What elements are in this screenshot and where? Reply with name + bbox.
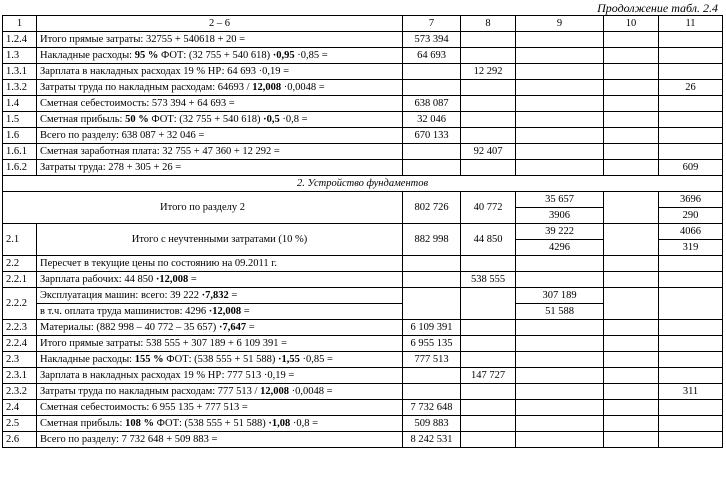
bold-coefficient: ·0,95	[272, 49, 295, 61]
value-cell-c8	[461, 48, 516, 64]
value-cell-c9	[516, 160, 604, 176]
value-cell-c9	[516, 384, 604, 400]
row-description	[37, 64, 403, 80]
table-row	[3, 400, 723, 416]
table-row	[3, 128, 723, 144]
value-cell-c8	[461, 160, 516, 176]
value-cell-c10	[604, 432, 659, 448]
value-cell-c8: 44 850	[461, 224, 516, 256]
value-cell-c7	[403, 288, 461, 320]
value-cell-c7: 882 998	[403, 224, 461, 256]
table-row	[3, 48, 723, 64]
value-cell-c11	[659, 416, 723, 432]
value-cell-c10	[604, 256, 659, 272]
value-cell-c10	[604, 368, 659, 384]
description-text: =	[188, 273, 197, 285]
description-text: ·0,8 =	[290, 417, 319, 429]
row-number: 2.2	[3, 256, 37, 272]
row-number: 1.6.1	[3, 144, 37, 160]
value-cell-c11	[659, 400, 723, 416]
value-cell-c7: 6 109 391	[403, 320, 461, 336]
value-cell-c7: 32 046	[403, 112, 461, 128]
value-cell-c7	[403, 160, 461, 176]
value-cell-c9	[516, 96, 604, 112]
row-number: 1.6.2	[3, 160, 37, 176]
value-cell-c8	[461, 112, 516, 128]
value-cell-c8	[461, 432, 516, 448]
description-text: Сметная себестоимость: 573 394 + 64 693 =	[40, 97, 235, 109]
value-cell-c9	[516, 256, 604, 272]
value-cell-c8	[461, 320, 516, 336]
value-cell-c10	[604, 272, 659, 288]
header-row	[3, 16, 723, 32]
value-cell-c8	[461, 32, 516, 48]
value-cell-c7: 509 883	[403, 416, 461, 432]
value-cell-c11	[659, 128, 723, 144]
column-header: 7	[403, 16, 461, 32]
section-row	[3, 176, 723, 192]
description-text: ·0,0048 =	[288, 385, 333, 397]
value-cell-c8	[461, 80, 516, 96]
value-cell-c8	[461, 288, 516, 320]
value-cell-c8	[461, 352, 516, 368]
description-text: Материалы: (882 998 – 40 772 – 35 657)	[40, 321, 219, 333]
value-cell-c10	[604, 64, 659, 80]
row-description	[37, 400, 403, 416]
bold-coefficient: 50 %	[125, 113, 149, 125]
value-cell-c9	[516, 272, 604, 288]
value-cell-c9	[516, 48, 604, 64]
description-text: Затраты труда по накладным расходам: 64693 /	[40, 81, 253, 93]
value-cell-c7	[403, 144, 461, 160]
value-cell-c10	[604, 160, 659, 176]
value-cell-c8: 538 555	[461, 272, 516, 288]
bold-coefficient: ·12,008	[155, 273, 189, 285]
description-text: ·0,8 =	[279, 113, 308, 125]
row-description	[37, 96, 403, 112]
description-text: ФОТ: (538 555 + 51 588)	[163, 353, 278, 365]
description-text: Зарплата в накладных расходах 19 % НР: 64 693 ·0,19 =	[40, 65, 290, 77]
column-header: 9	[516, 16, 604, 32]
value-cell-c9: 3906	[516, 208, 604, 224]
row-description	[37, 112, 403, 128]
value-cell-c10	[604, 48, 659, 64]
description-text: Накладные расходы:	[40, 49, 135, 61]
value-cell-c8	[461, 400, 516, 416]
value-cell-c10	[604, 416, 659, 432]
description-text: ·0,0048 =	[281, 81, 325, 93]
description-text: Итого прямые затраты: 32755 + 540618 + 20 =	[40, 33, 246, 45]
value-cell-c10	[604, 144, 659, 160]
description-text: Пересчет в текущие цены по состоянию на 09.2011 г.	[40, 257, 277, 269]
table-row	[3, 160, 723, 176]
table-row	[3, 32, 723, 48]
value-cell-c11: 319	[659, 240, 723, 256]
value-cell-c11	[659, 48, 723, 64]
value-cell-c11	[659, 112, 723, 128]
bold-coefficient: ·0,5	[263, 113, 280, 125]
row-description	[37, 160, 403, 176]
table-row	[3, 416, 723, 432]
row-number: 2.1	[3, 224, 37, 256]
value-cell-c7	[403, 272, 461, 288]
value-cell-c9	[516, 416, 604, 432]
value-cell-c11	[659, 256, 723, 272]
value-cell-c11: 311	[659, 384, 723, 400]
bold-coefficient: 95 %	[134, 49, 159, 61]
value-cell-c7	[403, 64, 461, 80]
table-row	[3, 112, 723, 128]
row-number: 2.6	[3, 432, 37, 448]
column-header: 2 – 6	[37, 16, 403, 32]
value-cell-c9	[516, 32, 604, 48]
value-cell-c8: 40 772	[461, 192, 516, 224]
description-text: Сметная прибыль:	[40, 417, 126, 429]
value-cell-c9	[516, 400, 604, 416]
row-number: 1.2.4	[3, 32, 37, 48]
value-cell-c9	[516, 80, 604, 96]
row-description	[37, 384, 403, 400]
value-cell-c10	[604, 288, 659, 320]
value-cell-c10	[604, 400, 659, 416]
row-number: 1.3	[3, 48, 37, 64]
row-number: 2.2.4	[3, 336, 37, 352]
table-row	[3, 432, 723, 448]
value-cell-c9: 51 588	[516, 304, 604, 320]
bold-coefficient: ·1,55	[277, 353, 300, 365]
description-text: в т.ч. оплата труда машинистов: 4296	[40, 305, 209, 317]
table-row	[3, 272, 723, 288]
value-cell-c9: 4296	[516, 240, 604, 256]
bold-coefficient: 108 %	[125, 417, 154, 429]
value-cell-c8	[461, 256, 516, 272]
value-cell-c8	[461, 336, 516, 352]
bold-coefficient: ·1,08	[268, 417, 291, 429]
value-cell-c9: 307 189	[516, 288, 604, 304]
description-text: Зарплата рабочих: 44 850	[40, 273, 156, 285]
column-header: 8	[461, 16, 516, 32]
value-cell-c11: 26	[659, 80, 723, 96]
description-text: Зарплата в накладных расходах 19 % НР: 777 513 ·0,19 =	[40, 369, 295, 381]
table-row	[3, 96, 723, 112]
value-cell-c9	[516, 352, 604, 368]
description-text: =	[228, 289, 238, 301]
value-cell-c11	[659, 272, 723, 288]
value-cell-c7: 6 955 135	[403, 336, 461, 352]
value-cell-c11: 4066	[659, 224, 723, 240]
value-cell-c10	[604, 352, 659, 368]
row-number: 1.3.1	[3, 64, 37, 80]
summary-row	[3, 192, 723, 208]
row-number: 2.3.2	[3, 384, 37, 400]
value-cell-c10	[604, 384, 659, 400]
row-number: 1.3.2	[3, 80, 37, 96]
description-text: Всего по разделу: 638 087 + 32 046 =	[40, 129, 205, 141]
table-row	[3, 384, 723, 400]
value-cell-c7: 573 394	[403, 32, 461, 48]
value-cell-c10	[604, 320, 659, 336]
value-cell-c8	[461, 128, 516, 144]
value-cell-c8	[461, 96, 516, 112]
value-cell-c11: 290	[659, 208, 723, 224]
value-cell-c8	[461, 416, 516, 432]
value-cell-c9	[516, 336, 604, 352]
row-description	[37, 288, 403, 304]
value-cell-c11	[659, 96, 723, 112]
value-cell-c10	[604, 112, 659, 128]
value-cell-c10	[604, 96, 659, 112]
row-description	[37, 48, 403, 64]
value-cell-c11	[659, 352, 723, 368]
value-cell-c8	[461, 384, 516, 400]
table-row	[3, 256, 723, 272]
description-text: Накладные расходы:	[40, 353, 135, 365]
description-text: ·0,85 =	[299, 353, 333, 365]
row-number: 1.4	[3, 96, 37, 112]
value-cell-c7	[403, 384, 461, 400]
value-cell-c11	[659, 320, 723, 336]
value-cell-c8: 92 407	[461, 144, 516, 160]
table-row	[3, 288, 723, 304]
value-cell-c9	[516, 128, 604, 144]
bold-coefficient: 155 %	[134, 353, 164, 365]
table-caption: Продолжение табл. 2.4	[597, 1, 718, 15]
value-cell-c7: 802 726	[403, 192, 461, 224]
table-row	[3, 368, 723, 384]
table-row	[3, 64, 723, 80]
value-cell-c7: 638 087	[403, 96, 461, 112]
row-number: 2.3.1	[3, 368, 37, 384]
value-cell-c11	[659, 288, 723, 320]
value-cell-c9	[516, 320, 604, 336]
estimate-table	[2, 15, 723, 448]
description-text: ФОТ: (538 555 + 51 588)	[153, 417, 269, 429]
row-number: 2.5	[3, 416, 37, 432]
description-text: Эксплуатация машин: всего: 39 222	[40, 289, 202, 301]
value-cell-c10	[604, 32, 659, 48]
value-cell-c11	[659, 32, 723, 48]
description-text: Сметная себестоимость: 6 955 135 + 777 513 =	[40, 401, 248, 413]
row-number: 2.4	[3, 400, 37, 416]
value-cell-c7	[403, 368, 461, 384]
value-cell-c11	[659, 144, 723, 160]
value-cell-c7: 7 732 648	[403, 400, 461, 416]
value-cell-c9	[516, 112, 604, 128]
row-number: 2.2.3	[3, 320, 37, 336]
description-text: Сметная прибыль:	[40, 113, 126, 125]
row-description	[37, 32, 403, 48]
row-description	[37, 144, 403, 160]
row-number: 1.6	[3, 128, 37, 144]
value-cell-c11	[659, 64, 723, 80]
bold-coefficient: ·7,647	[218, 321, 247, 333]
value-cell-c11	[659, 336, 723, 352]
row-description	[37, 80, 403, 96]
description-text: Затраты труда: 278 + 305 + 26 =	[40, 161, 182, 173]
value-cell-c10	[604, 224, 659, 256]
row-description	[37, 336, 403, 352]
value-cell-c9	[516, 144, 604, 160]
description-text: Итого прямые затраты: 538 555 + 307 189 + 6 109 391 =	[40, 337, 288, 349]
description-text: =	[241, 305, 250, 317]
description-text: ФОТ: (32 755 + 540 618)	[148, 113, 264, 125]
row-description	[37, 416, 403, 432]
row-number: 2.3	[3, 352, 37, 368]
table-row	[3, 320, 723, 336]
value-cell-c8: 12 292	[461, 64, 516, 80]
row-number: 2.2.2	[3, 288, 37, 320]
section-title: 2. Устройство фундаментов	[3, 176, 723, 192]
bold-coefficient: ·7,832	[201, 289, 229, 301]
value-cell-c9: 35 657	[516, 192, 604, 208]
bold-coefficient: 12,008	[260, 385, 289, 397]
description-text: Затраты труда по накладным расходам: 777 513 /	[40, 385, 261, 397]
value-cell-c7: 8 242 531	[403, 432, 461, 448]
value-cell-c10	[604, 336, 659, 352]
row-description	[37, 432, 403, 448]
description-text: =	[246, 321, 255, 333]
value-cell-c11: 3696	[659, 192, 723, 208]
value-cell-c11	[659, 432, 723, 448]
row-description	[37, 368, 403, 384]
row-number: 1.5	[3, 112, 37, 128]
row-description	[37, 352, 403, 368]
bold-coefficient: ·12,008	[208, 305, 242, 317]
column-header: 1	[3, 16, 37, 32]
value-cell-c11	[659, 368, 723, 384]
summary-label: Итого по разделу 2	[3, 192, 403, 224]
row-number: 2.2.1	[3, 272, 37, 288]
value-cell-c9	[516, 432, 604, 448]
value-cell-c7: 64 693	[403, 48, 461, 64]
table-row	[3, 144, 723, 160]
column-header: 10	[604, 16, 659, 32]
description-text: ·0,85 =	[294, 49, 328, 61]
row-description	[37, 304, 403, 320]
description-text: Сметная заработная плата: 32 755 + 47 360 + 12 292 =	[40, 145, 280, 157]
value-cell-c10	[604, 80, 659, 96]
value-cell-c7	[403, 256, 461, 272]
table-row	[3, 336, 723, 352]
row-description	[37, 320, 403, 336]
summary-label: Итого с неучтенными затратами (10 %)	[37, 224, 403, 256]
description-text: Всего по разделу: 7 732 648 + 509 883 =	[40, 433, 218, 445]
table-row	[3, 80, 723, 96]
value-cell-c11: 609	[659, 160, 723, 176]
value-cell-c9: 39 222	[516, 224, 604, 240]
summary-row	[3, 224, 723, 240]
value-cell-c10	[604, 128, 659, 144]
description-text: ФОТ: (32 755 + 540 618)	[158, 49, 273, 61]
table-row	[3, 352, 723, 368]
value-cell-c7	[403, 80, 461, 96]
value-cell-c10	[604, 192, 659, 224]
column-header: 11	[659, 16, 723, 32]
value-cell-c7: 670 133	[403, 128, 461, 144]
value-cell-c9	[516, 368, 604, 384]
value-cell-c8: 147 727	[461, 368, 516, 384]
bold-coefficient: 12,008	[252, 81, 282, 93]
row-description	[37, 256, 403, 272]
value-cell-c9	[516, 64, 604, 80]
row-description	[37, 128, 403, 144]
value-cell-c7: 777 513	[403, 352, 461, 368]
row-description	[37, 272, 403, 288]
